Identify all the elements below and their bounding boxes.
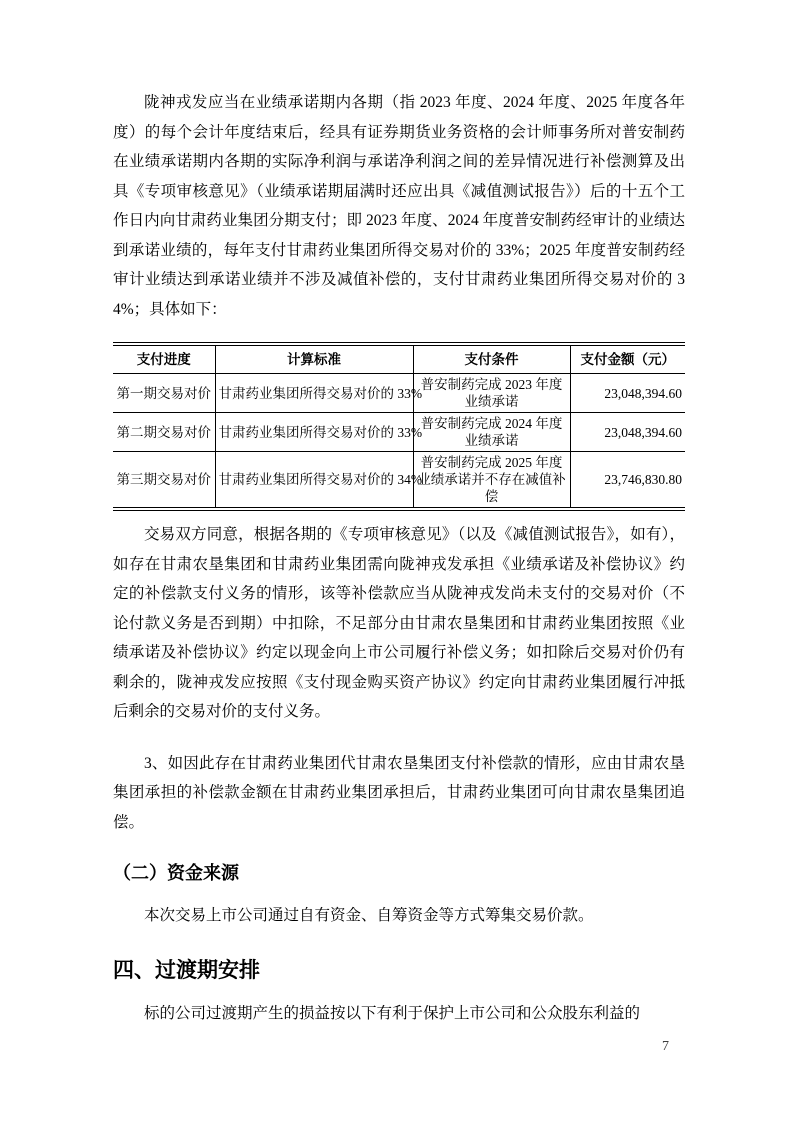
table-cell-amount: 23,746,830.80 <box>570 452 685 510</box>
table-cell-condition: 普安制药完成 2025 年度业绩承诺并不存在减值补偿 <box>413 452 570 510</box>
document-content <box>113 88 685 1028</box>
table-cell-stage: 第三期交易对价 <box>113 452 215 510</box>
table-header-row <box>113 344 685 374</box>
table-row <box>113 413 685 452</box>
payment-schedule-table <box>113 342 685 511</box>
table-header-stage: 支付进度 <box>113 344 215 374</box>
paragraph-compensation-agreement: 交易双方同意，根据各期的《专项审核意见》（以及《减值测试报告》，如有），如存在甘肃农垦集团和甘肃药业集团需向陇神戎发承担《业绩承诺及补偿协议》约定的补偿款支付义务的情形，该等补偿款应当从陇神戎发尚未支付的交易对价（不论付款义务是否到期）中扣除，不足部分由甘肃农垦集团和甘肃药业集团按照《业绩承诺及补偿协议》约定以现金向上市公司履行补偿义务；如扣除后交易对价仍有剩余的，陇神戎发应按照《支付现金购买资产协议》约定向甘肃药业集团履行冲抵后剩余的交易对价的支付义务。 <box>113 526 685 720</box>
table-header-amount: 支付金额（元） <box>570 344 685 374</box>
table-cell-standard: 甘肃药业集团所得交易对价的 34% <box>215 452 413 510</box>
paragraph-payment-schedule: 陇神戎发应当在业绩承诺期内各期（指 2023 年度、2024 年度、2025 年度各年度）的每个会计年度结束后，经具有证券期货业务资格的会计师事务所对普安制药在业绩承诺期内各期的实际净利润与承诺净利润之间的差异情况进行补偿测算及出具《专项审核意见》（业绩承诺期届满时还应出具《减值测试报告》）后的十五个工作日内向甘肃药业集团分期支付；即 2023 年度、2024 年度普安制药经审计的业绩达到承诺业绩的，每年支付甘肃药业集团所得交易对价的 33%；2025 年度普安制药经审计业绩达到承诺业绩并不涉及减值补偿的，支付甘肃药业集团所得交易对价的 34%；具体如下： <box>113 94 685 318</box>
table-cell-stage: 第二期交易对价 <box>113 413 215 452</box>
table-row <box>113 452 685 510</box>
table-cell-stage: 第一期交易对价 <box>113 374 215 413</box>
heading-transition-period: 四、过渡期安排 <box>113 958 260 982</box>
table-cell-amount: 23,048,394.60 <box>570 374 685 413</box>
paragraph-transition-period: 标的公司过渡期产生的损益按以下有利于保护上市公司和公众股东利益的 <box>144 1004 641 1022</box>
table-cell-condition: 普安制药完成 2024 年度业绩承诺 <box>413 413 570 452</box>
table-cell-condition: 普安制药完成 2023 年度业绩承诺 <box>413 374 570 413</box>
paragraph-funding-source: 本次交易上市公司通过自有资金、自筹资金等方式筹集交易价款。 <box>144 907 594 924</box>
table-header-standard: 计算标准 <box>215 344 413 374</box>
table-cell-amount: 23,048,394.60 <box>570 413 685 452</box>
table-row <box>113 374 685 413</box>
heading-funding-source: （二）资金来源 <box>113 863 239 883</box>
table-cell-standard: 甘肃药业集团所得交易对价的 33% <box>215 374 413 413</box>
table-header-condition: 支付条件 <box>413 344 570 374</box>
paragraph-item-3: 3、如因此存在甘肃药业集团代甘肃农垦集团支付补偿款的情形，应由甘肃农垦集团承担的补偿款金额在甘肃药业集团承担后，甘肃药业集团可向甘肃农垦集团追偿。 <box>113 754 685 831</box>
footer-page-number: 7 <box>662 1039 669 1054</box>
table-cell-standard: 甘肃药业集团所得交易对价的 33% <box>215 413 413 452</box>
